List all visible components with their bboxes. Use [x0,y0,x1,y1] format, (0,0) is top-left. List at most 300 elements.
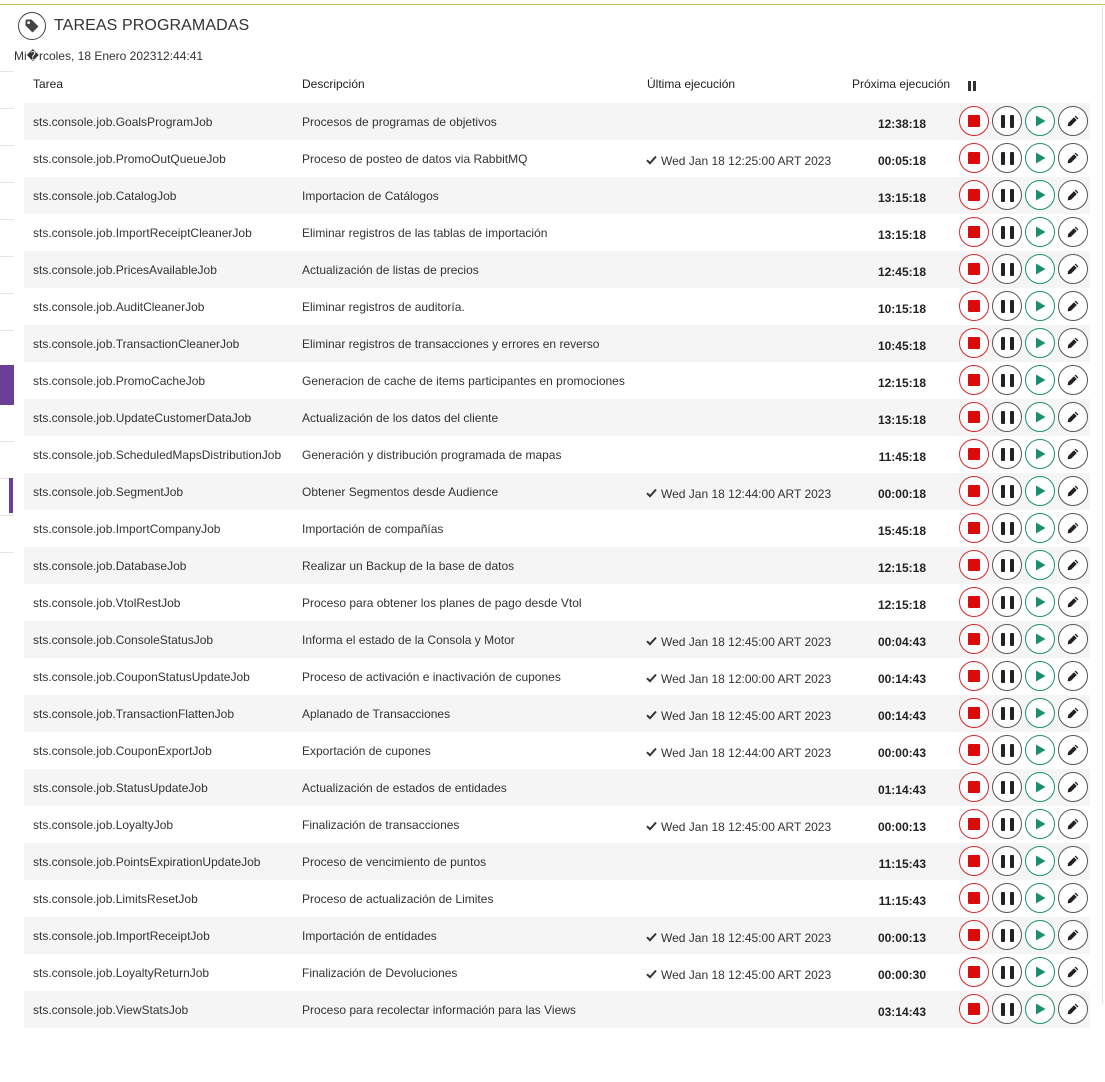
task-name: sts.console.job.PointsExpirationUpdateJob [33,855,261,869]
next-run-time: 00:04:43 [877,635,926,649]
pause-icon [1001,263,1014,276]
next-run-time: 00:00:13 [877,820,926,834]
stop-button[interactable] [959,550,989,580]
play-icon [1033,928,1047,942]
edit-button[interactable] [1058,365,1088,395]
pause-icon [1001,818,1014,831]
task-description: Actualización de estados de entidades [302,781,507,795]
pause-icon [1001,337,1014,350]
play-button[interactable] [1025,180,1055,210]
stop-button[interactable] [959,513,989,543]
task-description: Finalización de transacciones [302,818,460,832]
table-row [24,399,1090,436]
task-description: Proceso de actualización de Limites [302,892,494,906]
table-row [24,177,1090,214]
page-title: TAREAS PROGRAMADAS [54,17,250,34]
last-run-text: Wed Jan 18 12:25:00 ART 2023 [661,154,832,168]
next-run-time: 03:14:43 [877,1005,926,1019]
task-name: sts.console.job.PromoCacheJob [33,374,206,388]
pause-button[interactable] [992,661,1022,691]
sidebar-active-indicator [0,365,14,405]
pencil-icon [1066,373,1080,387]
pause-button[interactable] [992,328,1022,358]
pause-button[interactable] [992,439,1022,469]
pause-icon [1001,300,1014,313]
pause-icon [1001,781,1014,794]
last-run-cell [646,154,831,168]
pause-icon [1001,744,1014,757]
table-row [24,547,1090,584]
pause-button[interactable] [992,846,1022,876]
pause-button[interactable] [992,772,1022,802]
task-name: sts.console.job.AuditCleanerJob [33,300,205,314]
next-run-time: 00:05:18 [877,154,926,168]
check-icon [646,820,661,834]
stop-button[interactable] [959,772,989,802]
table-row [24,362,1090,399]
play-button[interactable] [1025,735,1055,765]
pause-all-icon[interactable] [968,81,977,91]
table-row [24,991,1090,1028]
stop-button[interactable] [959,180,989,210]
row-actions [959,254,1091,284]
next-run-time: 11:15:43 [878,894,926,908]
play-button[interactable] [1025,217,1055,247]
stop-button[interactable] [959,476,989,506]
edit-button[interactable] [1058,550,1088,580]
next-run-time: 01:14:43 [877,783,926,797]
table-row [24,954,1090,991]
pencil-icon [1066,669,1080,683]
task-name: sts.console.job.PricesAvailableJob [33,263,217,277]
row-actions [959,476,1091,506]
pause-icon [1001,226,1014,239]
last-run-cell [646,968,831,982]
task-name: sts.console.job.CatalogJob [33,189,177,203]
next-run-time: 11:15:43 [878,857,926,871]
row-actions [959,735,1091,765]
task-name: sts.console.job.DatabaseJob [33,559,187,573]
row-actions [959,809,1091,839]
stop-icon [968,189,980,201]
pencil-icon [1066,151,1080,165]
task-description: Eliminar registros de transacciones y errores en reverso [302,337,600,351]
pencil-icon [1066,262,1080,276]
play-button[interactable] [1025,920,1055,950]
column-header-description: Descripción [302,77,365,91]
page-header [18,12,249,40]
play-button[interactable] [1025,624,1055,654]
pause-icon [1001,892,1014,905]
stop-icon [968,522,980,534]
edit-button[interactable] [1058,809,1088,839]
last-run-text: Wed Jan 18 12:00:00 ART 2023 [661,672,832,686]
stop-button[interactable] [959,365,989,395]
play-icon [1033,891,1047,905]
stop-icon [968,1003,980,1015]
pause-button[interactable] [992,254,1022,284]
task-name: sts.console.job.LoyaltyReturnJob [33,966,210,980]
stop-button[interactable] [959,735,989,765]
row-actions [959,402,1091,432]
stop-icon [968,300,980,312]
pencil-icon [1066,188,1080,202]
pencil-icon [1066,928,1080,942]
edit-button[interactable] [1058,883,1088,913]
task-name: sts.console.job.StatusUpdateJob [33,781,208,795]
stop-button[interactable] [959,957,989,987]
task-description: Importación de compañías [302,522,444,536]
last-run-cell [646,487,831,501]
pause-button[interactable] [992,957,1022,987]
stop-button[interactable] [959,698,989,728]
edit-button[interactable] [1058,957,1088,987]
task-name: sts.console.job.LimitsResetJob [33,892,198,906]
play-icon [1033,558,1047,572]
check-icon [646,968,661,982]
pause-button[interactable] [992,106,1022,136]
table-row [24,843,1090,880]
edit-button[interactable] [1058,217,1088,247]
last-run-cell [646,931,831,945]
stop-button[interactable] [959,624,989,654]
pause-icon [1001,670,1014,683]
stop-button[interactable] [959,402,989,432]
last-run-cell [646,635,831,649]
play-icon [1033,262,1047,276]
task-name: sts.console.job.ScheduledMapsDistributionJob [33,448,282,462]
stop-button[interactable] [959,106,989,136]
pencil-icon [1066,521,1080,535]
stop-button[interactable] [959,254,989,284]
current-datetime: Mi�rcoles, 18 Enero 202312:44:41 [14,49,204,63]
column-header-last-run: Última ejecución [647,77,736,91]
pause-icon [1001,1003,1014,1016]
task-description: Proceso para obtener los planes de pago desde Vtol [302,596,582,610]
edit-button[interactable] [1058,994,1088,1024]
play-icon [1033,854,1047,868]
play-icon [1033,447,1047,461]
play-icon [1033,299,1047,313]
jobs-table-body [24,103,1090,1028]
task-name: sts.console.job.PromoOutQueueJob [33,152,226,166]
pencil-icon [1066,225,1080,239]
pencil-icon [1066,965,1080,979]
pause-button[interactable] [992,365,1022,395]
row-actions [959,698,1091,728]
pause-icon [1001,522,1014,535]
last-run-cell [646,820,831,834]
pencil-icon [1066,1002,1080,1016]
stop-icon [968,226,980,238]
pencil-icon [1066,780,1080,794]
pause-button[interactable] [992,291,1022,321]
check-icon [646,746,661,760]
last-run-text: Wed Jan 18 12:45:00 ART 2023 [661,709,832,723]
task-description: Proceso de posteo de datos via RabbitMQ [302,152,528,166]
play-icon [1033,225,1047,239]
right-border [1102,4,1103,1004]
pause-button[interactable] [992,698,1022,728]
task-description: Exportación de cupones [302,744,431,758]
play-button[interactable] [1025,957,1055,987]
pause-button[interactable] [992,587,1022,617]
edit-button[interactable] [1058,291,1088,321]
edit-button[interactable] [1058,180,1088,210]
pause-button[interactable] [992,217,1022,247]
next-run-time: 00:00:13 [877,931,926,945]
row-actions [959,143,1091,173]
pencil-icon [1066,706,1080,720]
play-button[interactable] [1025,402,1055,432]
row-actions [959,846,1091,876]
row-actions [959,661,1091,691]
play-icon [1033,114,1047,128]
task-description: Actualización de los datos del cliente [302,411,499,425]
edit-button[interactable] [1058,846,1088,876]
stop-button[interactable] [959,661,989,691]
last-run-text: Wed Jan 18 12:45:00 ART 2023 [661,968,832,982]
edit-button[interactable] [1058,587,1088,617]
check-icon [646,154,661,168]
stop-button[interactable] [959,439,989,469]
row-actions [959,513,1091,543]
table-row [24,732,1090,769]
pencil-icon [1066,299,1080,313]
table-row [24,880,1090,917]
task-name: sts.console.job.VtolRestJob [33,596,181,610]
table-row [24,658,1090,695]
stop-icon [968,892,980,904]
edit-button[interactable] [1058,661,1088,691]
column-header-task: Tarea [33,77,64,91]
play-icon [1033,188,1047,202]
pause-button[interactable] [992,624,1022,654]
pencil-icon [1066,595,1080,609]
play-icon [1033,521,1047,535]
pause-button[interactable] [992,883,1022,913]
next-run-time: 13:15:18 [877,413,926,427]
play-button[interactable] [1025,772,1055,802]
stop-icon [968,670,980,682]
last-run-text: Wed Jan 18 12:45:00 ART 2023 [661,635,832,649]
play-button[interactable] [1025,550,1055,580]
task-name: sts.console.job.ImportReceiptJob [33,929,210,943]
task-name: sts.console.job.LoyaltyJob [33,818,174,832]
pause-icon [1001,411,1014,424]
edit-button[interactable] [1058,513,1088,543]
table-row [24,621,1090,658]
row-actions [959,883,1091,913]
play-button[interactable] [1025,439,1055,469]
stop-icon [968,115,980,127]
play-button[interactable] [1025,698,1055,728]
pencil-icon [1066,484,1080,498]
play-icon [1033,151,1047,165]
row-actions [959,106,1091,136]
play-button[interactable] [1025,328,1055,358]
play-button[interactable] [1025,809,1055,839]
stop-button[interactable] [959,994,989,1024]
check-icon [646,709,661,723]
next-run-time: 12:15:18 [877,598,926,612]
stop-icon [968,781,980,793]
row-actions [959,217,1091,247]
table-header [24,74,1090,94]
row-actions [959,624,1091,654]
stop-button[interactable] [959,328,989,358]
last-run-text: Wed Jan 18 12:45:00 ART 2023 [661,931,832,945]
stop-button[interactable] [959,291,989,321]
row-actions [959,772,1091,802]
edit-button[interactable] [1058,920,1088,950]
stop-button[interactable] [959,883,989,913]
play-icon [1033,410,1047,424]
next-run-time: 10:15:18 [877,302,926,316]
pause-icon [1001,966,1014,979]
task-description: Proceso de vencimiento de puntos [302,855,487,869]
next-run-time: 15:45:18 [877,524,926,538]
play-button[interactable] [1025,587,1055,617]
task-description: Generacion de cache de items participantes en promociones [302,374,625,388]
pause-button[interactable] [992,143,1022,173]
play-icon [1033,669,1047,683]
next-run-time: 00:00:18 [877,487,926,501]
last-run-text: Wed Jan 18 12:44:00 ART 2023 [661,487,832,501]
stop-button[interactable] [959,143,989,173]
check-icon [646,487,661,501]
task-name: sts.console.job.ImportCompanyJob [33,522,221,536]
play-button[interactable] [1025,476,1055,506]
play-button[interactable] [1025,846,1055,876]
pencil-icon [1066,447,1080,461]
task-description: Proceso para recolectar información para las Views [302,1003,576,1017]
play-icon [1033,484,1047,498]
pencil-icon [1066,891,1080,905]
stop-icon [968,966,980,978]
task-name: sts.console.job.CouponExportJob [33,744,212,758]
pause-button[interactable] [992,402,1022,432]
edit-button[interactable] [1058,254,1088,284]
play-icon [1033,595,1047,609]
top-border [0,4,1105,5]
edit-button[interactable] [1058,476,1088,506]
play-icon [1033,965,1047,979]
play-icon [1033,817,1047,831]
pause-button[interactable] [992,550,1022,580]
table-row [24,214,1090,251]
stop-icon [968,485,980,497]
table-row [24,325,1090,362]
stop-button[interactable] [959,920,989,950]
pencil-icon [1066,854,1080,868]
check-icon [646,931,661,945]
task-name: sts.console.job.CouponStatusUpdateJob [33,670,250,684]
task-description: Aplanado de Transacciones [302,707,451,721]
next-run-time: 13:15:18 [877,191,926,205]
edit-button[interactable] [1058,143,1088,173]
play-icon [1033,706,1047,720]
table-row [24,510,1090,547]
stop-icon [968,152,980,164]
stop-button[interactable] [959,846,989,876]
pause-icon [1001,374,1014,387]
last-run-text: Wed Jan 18 12:44:00 ART 2023 [661,746,832,760]
play-button[interactable] [1025,106,1055,136]
pause-button[interactable] [992,920,1022,950]
next-run-time: 00:14:43 [877,709,926,723]
edit-button[interactable] [1058,698,1088,728]
next-run-time: 12:15:18 [877,561,926,575]
play-icon [1033,373,1047,387]
play-button[interactable] [1025,254,1055,284]
check-icon [646,672,661,686]
edit-button[interactable] [1058,624,1088,654]
stop-button[interactable] [959,587,989,617]
table-row [24,473,1090,510]
pencil-icon [1066,743,1080,757]
play-icon [1033,632,1047,646]
pause-icon [1001,596,1014,609]
pause-icon [1001,485,1014,498]
stop-icon [968,818,980,830]
edit-button[interactable] [1058,106,1088,136]
pause-button[interactable] [992,994,1022,1024]
stop-icon [968,855,980,867]
play-button[interactable] [1025,513,1055,543]
table-row [24,288,1090,325]
play-icon [1033,336,1047,350]
check-icon [646,635,661,649]
task-name: sts.console.job.TransactionFlattenJob [33,707,234,721]
play-button[interactable] [1025,365,1055,395]
play-button[interactable] [1025,883,1055,913]
table-row [24,140,1090,177]
edit-button[interactable] [1058,402,1088,432]
task-description: Actualización de listas de precios [302,263,479,277]
stop-icon [968,929,980,941]
stop-button[interactable] [959,217,989,247]
pause-button[interactable] [992,513,1022,543]
play-button[interactable] [1025,291,1055,321]
edit-button[interactable] [1058,439,1088,469]
task-description: Generación y distribución programada de mapas [302,448,562,462]
table-row [24,251,1090,288]
task-name: sts.console.job.UpdateCustomerDataJob [33,411,252,425]
stop-button[interactable] [959,809,989,839]
pause-button[interactable] [992,735,1022,765]
task-name: sts.console.job.ImportReceiptCleanerJob [33,226,252,240]
row-actions [959,328,1091,358]
pause-icon [1001,189,1014,202]
play-button[interactable] [1025,143,1055,173]
pause-button[interactable] [992,476,1022,506]
play-button[interactable] [1025,661,1055,691]
edit-button[interactable] [1058,772,1088,802]
next-run-time: 13:15:18 [877,228,926,242]
edit-button[interactable] [1058,328,1088,358]
stop-icon [968,448,980,460]
pause-button[interactable] [992,180,1022,210]
play-button[interactable] [1025,994,1055,1024]
pencil-icon [1066,336,1080,350]
row-actions [959,957,1091,987]
stop-icon [968,411,980,423]
pause-button[interactable] [992,809,1022,839]
task-name: sts.console.job.TransactionCleanerJob [33,337,240,351]
stop-icon [968,707,980,719]
edit-button[interactable] [1058,735,1088,765]
